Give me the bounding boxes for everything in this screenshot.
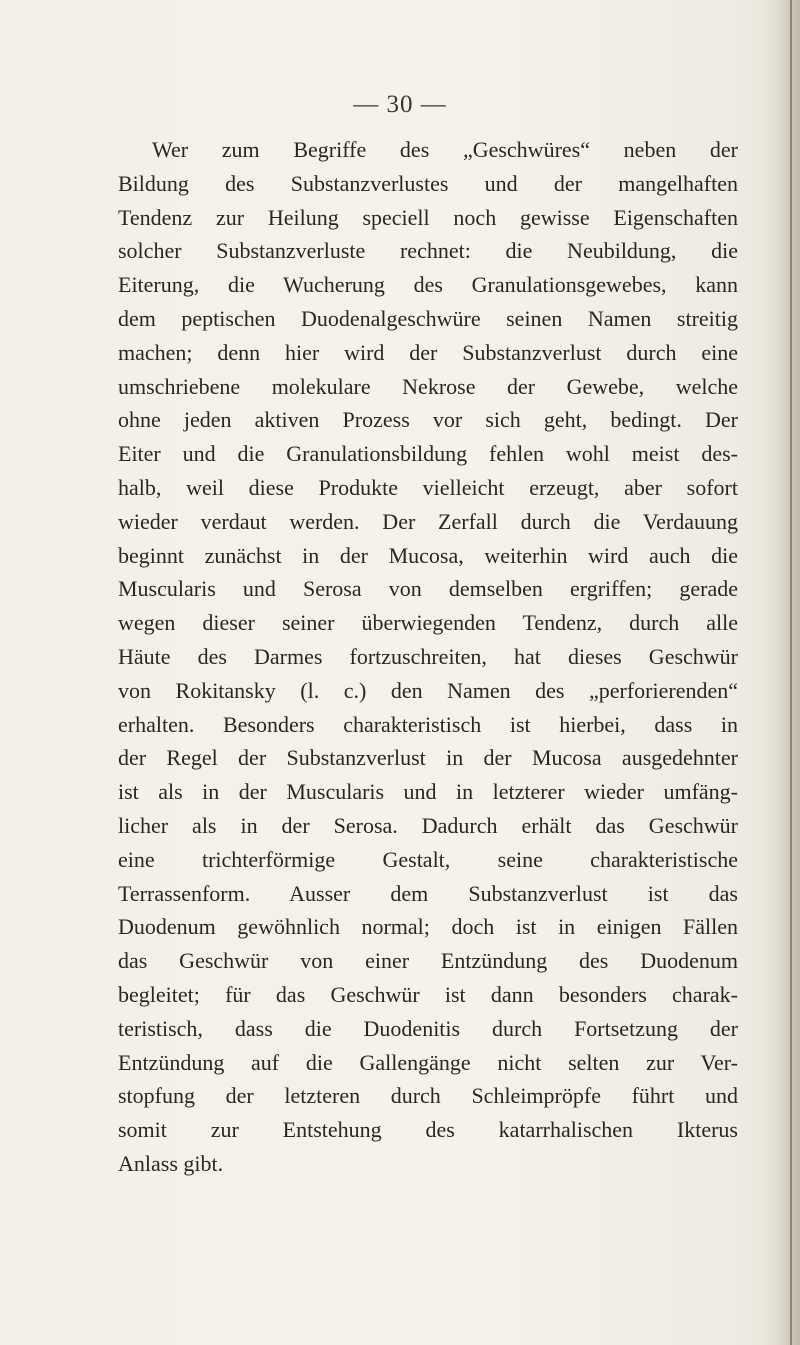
text-line: begleitet; für das Geschwür ist dann besonders charak-	[118, 981, 738, 1007]
text-line: Entzündung auf die Gallengänge nicht selten zur Ver-	[118, 1049, 738, 1075]
text-line: licher als in der Serosa. Dadurch erhält das Geschwür	[118, 812, 738, 838]
text-line: Tendenz zur Heilung speciell noch gewisse Eigenschaften	[118, 204, 738, 230]
text-line: der Regel der Substanzverlust in der Mucosa ausgedehnter	[118, 745, 738, 771]
text-line: Terrassenform. Ausser dem Substanzverlust ist das	[118, 880, 738, 906]
body-paragraph	[118, 133, 738, 1181]
text-line: ohne jeden aktiven Prozess vor sich geht, bedingt. Der	[118, 407, 738, 433]
text-line: Eiterung, die Wucherung des Granulationsgewebes, kann	[118, 272, 738, 298]
text-line: somit zur Entstehung des katarrhalischen Ikterus	[118, 1117, 738, 1143]
text-line: das Geschwür von einer Entzündung des Duodenum	[118, 948, 738, 974]
page-edge-shadow	[764, 0, 800, 1345]
text-line: ist als in der Muscularis und in letzterer wieder umfäng-	[118, 779, 738, 805]
text-line: Wer zum Begriffe des „Geschwüres“ neben der	[152, 137, 738, 162]
text-line: dem peptischen Duodenalgeschwüre seinen Namen streitig	[118, 305, 738, 331]
text-line: beginnt zunächst in der Mucosa, weiterhin wird auch die	[118, 542, 738, 568]
page-number: — 30 —	[353, 91, 447, 118]
text-line: von Rokitansky (l. c.) den Namen des „perforierenden“	[118, 677, 738, 703]
text-line: stopfung der letzteren durch Schleimpröpfe führt und	[118, 1083, 738, 1109]
text-line: machen; denn hier wird der Substanzverlust durch eine	[118, 339, 738, 365]
text-line: Bildung des Substanzverlustes und der mangelhaften	[118, 170, 738, 196]
text-line: Duodenum gewöhnlich normal; doch ist in einigen Fällen	[118, 914, 738, 940]
text-line: wieder verdaut werden. Der Zerfall durch die Verdauung	[118, 508, 738, 534]
page-edge-line	[790, 0, 792, 1345]
text-line: eine trichterförmige Gestalt, seine charakteristische	[118, 846, 738, 872]
text-line: solcher Substanzverluste rechnet: die Neubildung, die	[118, 238, 738, 264]
text-line: Anlass gibt.	[118, 1150, 224, 1176]
text-line: Häute des Darmes fortzuschreiten, hat dieses Geschwür	[118, 643, 738, 669]
text-line: wegen dieser seiner überwiegenden Tendenz, durch alle	[118, 610, 738, 636]
text-line: halb, weil diese Produkte vielleicht erzeugt, aber sofort	[118, 474, 738, 500]
text-line: Muscularis und Serosa von demselben ergriffen; gerade	[118, 576, 738, 602]
text-line: Eiter und die Granulationsbildung fehlen wohl meist des-	[118, 441, 738, 467]
text-line: erhalten. Besonders charakteristisch ist hierbei, dass in	[118, 711, 738, 737]
text-line: teristisch, dass die Duodenitis durch Fortsetzung der	[118, 1015, 738, 1041]
text-line: umschriebene molekulare Nekrose der Gewebe, welche	[118, 373, 738, 399]
